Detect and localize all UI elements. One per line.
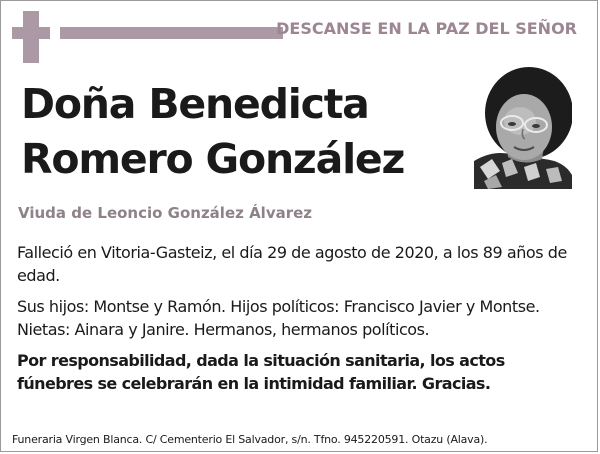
sanitary-notice: Por responsabilidad, dada la situación sanitaria, los actos fúnebres se celebrarán en la intimidad familiar. Gracias. <box>17 351 505 393</box>
portrait-photo <box>474 63 572 189</box>
header-divider <box>60 27 283 39</box>
family-members-line2: Nietas: Ainara y Janire. Hermanos, hermanos políticos. <box>17 320 430 339</box>
funeral-home-info: Funeraria Virgen Blanca. C/ Cementerio El Salvador, s/n. Tfno. 945220591. Otazu (Alava). <box>12 433 488 446</box>
family-members-line1: Sus hijos: Montse y Ramón. Hijos políticos: Francisco Javier y Montse. <box>17 297 540 316</box>
deceased-name <box>21 77 404 187</box>
cross-icon-bar <box>12 27 50 39</box>
header-title: DESCANSE EN LA PAZ DEL SEÑOR <box>276 19 577 38</box>
death-details: Falleció en Vitoria-Gasteiz, el día 29 de agosto de 2020, a los 89 años de edad. <box>17 243 567 285</box>
family-members <box>17 295 585 341</box>
widow-of-line: Viuda de Leoncio González Álvarez <box>18 204 313 222</box>
deceased-name-line2: Romero González <box>21 135 405 183</box>
deceased-name-line1: Doña Benedicta <box>21 80 369 128</box>
